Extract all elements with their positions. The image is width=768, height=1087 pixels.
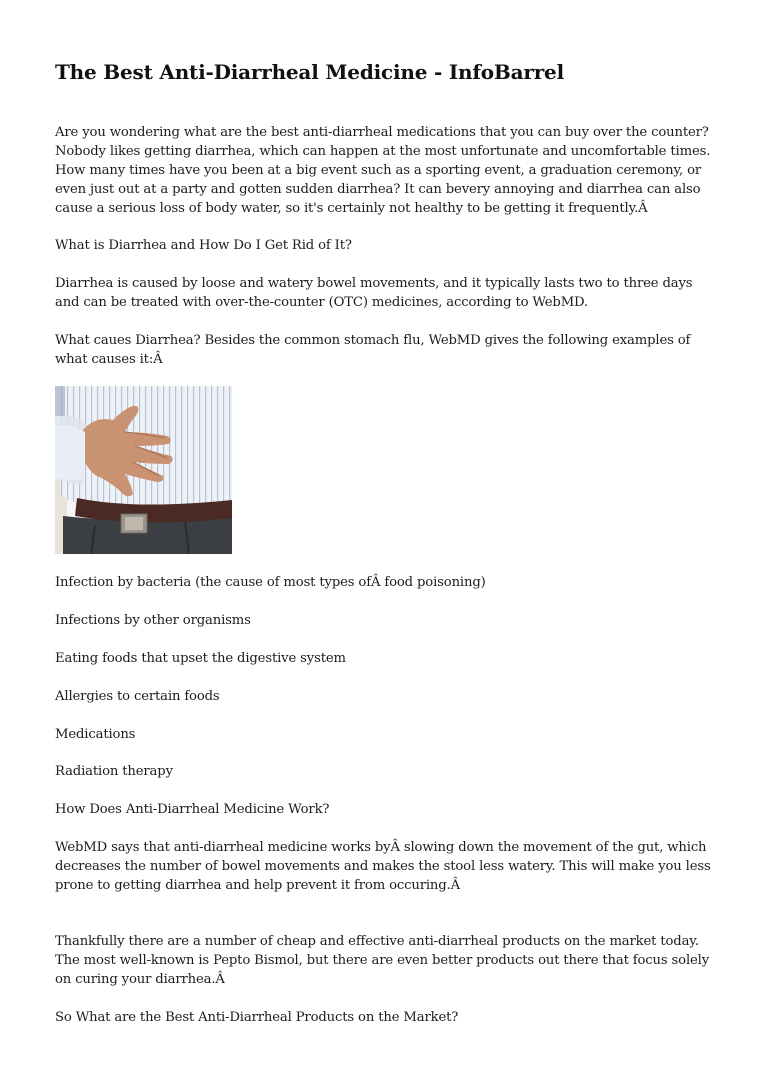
stomach-ache-photo xyxy=(55,386,232,554)
causes-intro-line: what causes it:Â xyxy=(55,352,163,367)
intro-line: Nobody likes getting diarrhea, which can happen at the most unfortunate and uncomfortable times. xyxy=(55,144,711,159)
causes-intro-line: What caues Diarrhea? Besides the common stomach flu, WebMD gives the following examples of xyxy=(55,333,691,348)
cause-paragraph xyxy=(55,274,715,312)
cause-item-bacteria: Infection by bacteria (the cause of most types ofÂ food poisoning) xyxy=(55,575,486,590)
heading-how-medicine-works: How Does Anti-Diarrheal Medicine Work? xyxy=(55,802,330,817)
heading-best-products: So What are the Best Anti-Diarrheal Products on the Market? xyxy=(55,1010,459,1025)
how-paragraph xyxy=(55,838,715,895)
cause-line: Diarrhea is caused by loose and watery bowel movements, and it typically lasts two to three days xyxy=(55,276,693,291)
how-line: prone to getting diarrhea and help prevent it from occuring.Â xyxy=(55,878,460,893)
intro-line: Are you wondering what are the best anti-diarrheal medications that you can buy over the counter? xyxy=(55,125,709,140)
cause-item-radiation: Radiation therapy xyxy=(55,764,173,779)
cause-item-organisms: Infections by other organisms xyxy=(55,613,251,628)
cause-item-foods: Eating foods that upset the digestive system xyxy=(55,651,346,666)
heading-what-is-diarrhea: What is Diarrhea and How Do I Get Rid of It? xyxy=(55,238,352,253)
thankfully-paragraph xyxy=(55,932,715,989)
thankfully-line: The most well-known is Pepto Bismol, but there are even better products out there that focus solely xyxy=(55,953,710,968)
intro-line: even just out at a party and gotten sudden diarrhea? It can bevery annoying and diarrhea can also xyxy=(55,182,701,197)
thankfully-line: Thankfully there are a number of cheap and effective anti-diarrheal products on the market today. xyxy=(55,934,699,949)
document-title: The Best Anti-Diarrheal Medicine - InfoBarrel xyxy=(55,60,564,84)
causes-intro-paragraph xyxy=(55,331,715,369)
how-line: WebMD says that anti-diarrheal medicine works byÂ slowing down the movement of the gut, which xyxy=(55,840,707,855)
intro-line: How many times have you been at a big event such as a sporting event, a graduation ceremony, or xyxy=(55,163,702,178)
cause-item-allergies: Allergies to certain foods xyxy=(55,689,220,704)
intro-paragraph xyxy=(55,123,715,218)
intro-line: cause a serious loss of body water, so it's certainly not healthy to be getting it frequently.Â xyxy=(55,201,648,216)
cause-item-medications: Medications xyxy=(55,727,136,742)
how-line: decreases the number of bowel movements and makes the stool less watery. This will make you less xyxy=(55,859,711,874)
thankfully-line: on curing your diarrhea.Â xyxy=(55,972,225,987)
cause-line: and can be treated with over-the-counter (OTC) medicines, according to WebMD. xyxy=(55,295,589,310)
